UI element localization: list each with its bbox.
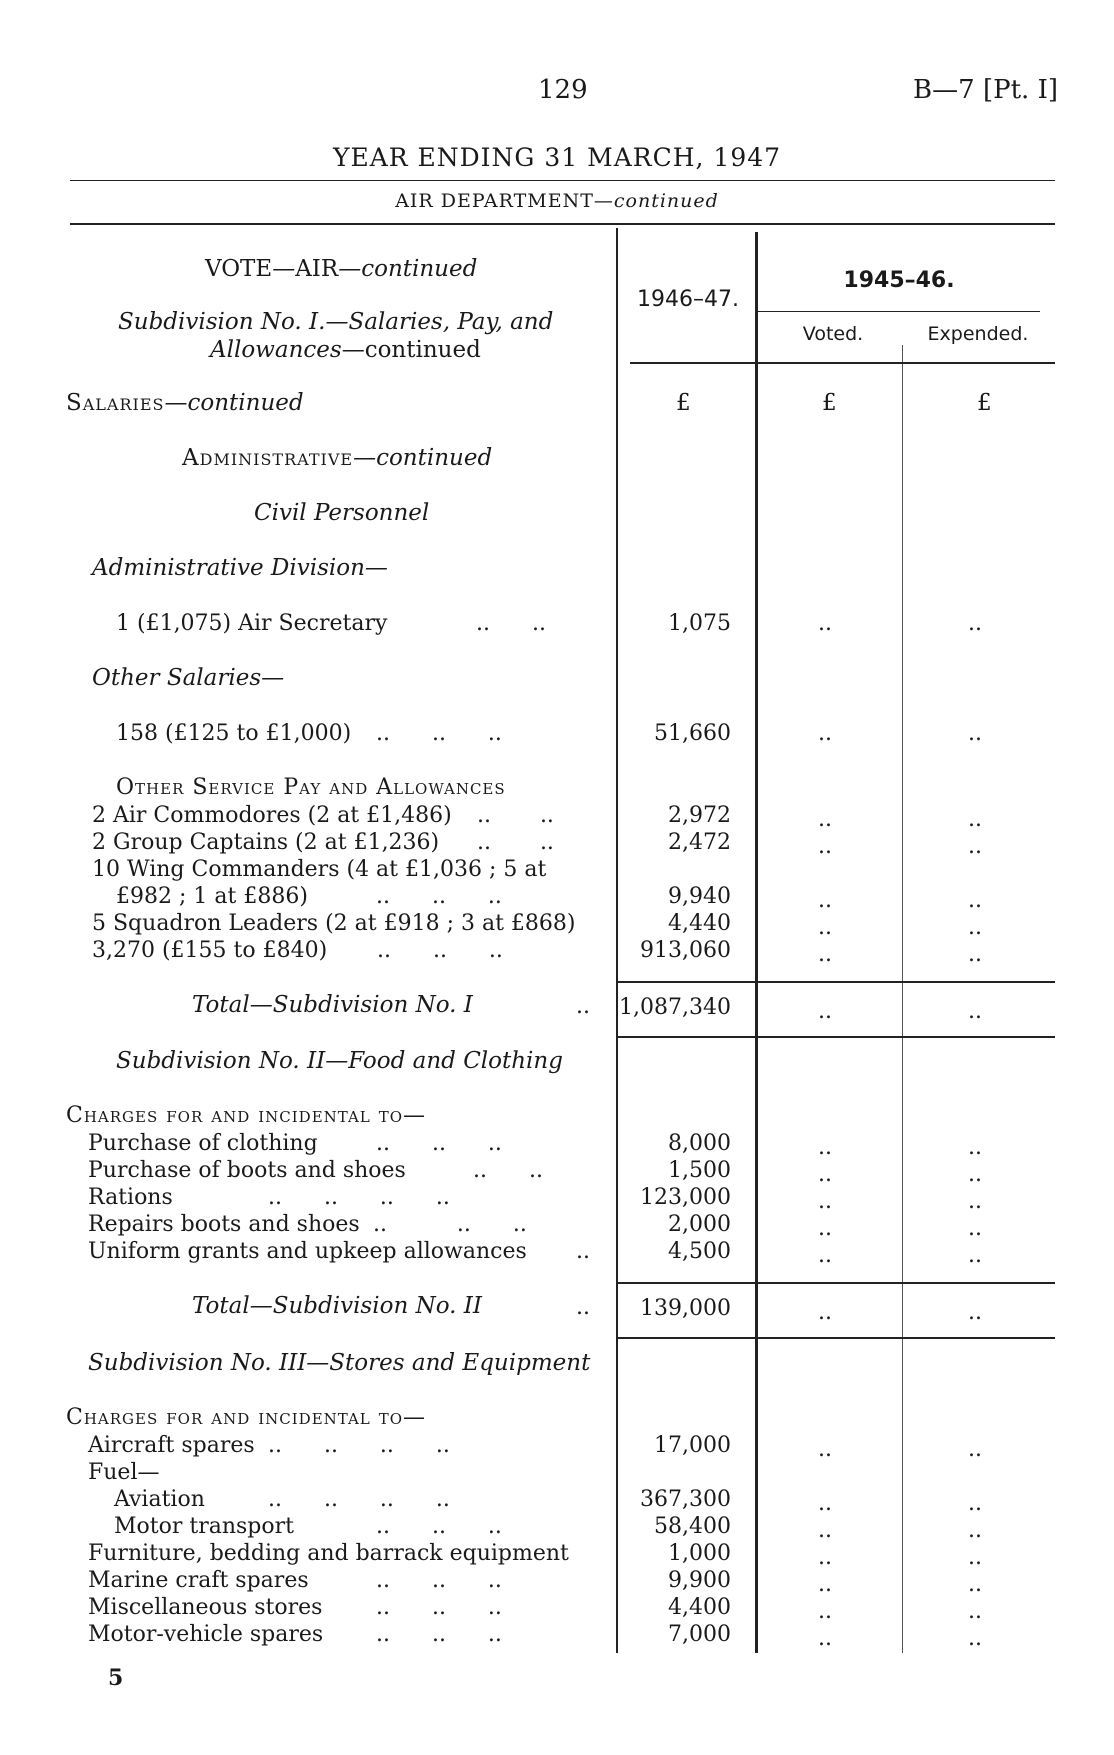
amount-1946: 2,000 [668, 1212, 731, 1237]
amount-1946: 913,060 [640, 938, 731, 963]
table-row [92, 829, 612, 857]
amount-voted: .. [818, 834, 832, 859]
row-description: Repairs boots and shoes [88, 1212, 360, 1237]
salaries-suffix: —continued [164, 390, 304, 416]
leader-dots: .. .. .. [376, 1568, 502, 1593]
header-rule-1945 [758, 311, 1040, 312]
other-salaries-heading: Other Salaries— [92, 665, 285, 691]
amount-expended: .. [968, 915, 982, 940]
subdivision-2-heading: Subdivision No. II—Food and Clothing [116, 1048, 563, 1074]
leader-dots: .. .. .. [376, 1514, 502, 1539]
leader-dots: .. .. [476, 611, 546, 636]
other-service-heading: Other Service Pay and Allowances [116, 775, 506, 800]
amount-expended: .. [968, 942, 982, 967]
amount-expended: .. [968, 1162, 982, 1187]
page-number: 129 [538, 75, 588, 105]
amount-expended: .. [968, 1189, 982, 1214]
table-row [116, 610, 616, 638]
amount-expended: .. [968, 1216, 982, 1241]
amount-expended: .. [968, 888, 982, 913]
table-row [88, 1211, 612, 1239]
total-1-expended: .. [968, 999, 982, 1024]
leader-dots: .. .. .. .. [268, 1487, 450, 1512]
table-row [88, 1621, 612, 1649]
title-rule [70, 180, 1055, 181]
table-row [114, 1486, 612, 1514]
total-1-bottom-rule [618, 1036, 1055, 1038]
column-header-voted: Voted. [802, 323, 864, 345]
amount-1946: 1,075 [668, 611, 731, 636]
amount-voted: .. [818, 1572, 832, 1597]
table-row [88, 1459, 612, 1487]
column-header-1946: 1946–47. [637, 287, 739, 312]
page-title: YEAR ENDING 31 MARCH, 1947 [332, 143, 782, 172]
leader-dots: .. .. .. [376, 1595, 502, 1620]
row-description: 1 (£1,075) Air Secretary [116, 611, 388, 636]
total-subdivision-2-label: Total—Subdivision No. II [192, 1293, 482, 1319]
row-description: Aviation [114, 1487, 205, 1512]
column-header-expended: Expended. [927, 323, 1029, 345]
total-2-amount-1946: 139,000 [640, 1296, 731, 1321]
amount-expended: .. [968, 721, 982, 746]
row-description: Uniform grants and upkeep allowances [88, 1239, 527, 1264]
row-description: 5 Squadron Leaders (2 at £918 ; 3 at £868) [92, 911, 576, 936]
table-row [88, 1130, 612, 1158]
amount-expended: .. [968, 1626, 982, 1651]
amount-expended: .. [968, 611, 982, 636]
vote-label: VOTE—AIR [205, 256, 339, 282]
row-description: Motor transport [114, 1514, 294, 1539]
department-name: AIR DEPARTMENT [395, 190, 594, 212]
amount-voted: .. [818, 1599, 832, 1624]
amount-1946: 17,000 [654, 1433, 731, 1458]
amount-voted: .. [818, 611, 832, 636]
row-description: Furniture, bedding and barrack equipment [88, 1541, 569, 1566]
table-row [88, 1540, 612, 1568]
row-description: Marine craft spares [88, 1568, 309, 1593]
administrative-suffix: —continued [353, 445, 493, 471]
admin-division-heading: Administrative Division— [92, 555, 388, 581]
fuel-heading: Fuel— [88, 1460, 160, 1485]
amount-1946: 1,000 [668, 1541, 731, 1566]
total-1-amount-1946: 1,087,340 [619, 995, 731, 1020]
row-description: Rations [88, 1185, 173, 1210]
total-2-bottom-rule [618, 1337, 1055, 1339]
subdivision-heading-line1: Subdivision No. I.—Salaries, Pay, and [118, 309, 554, 335]
administrative-label: Administrative [182, 445, 354, 471]
column-rule-1 [616, 228, 618, 1653]
leader-dots: .. .. .. [376, 1131, 502, 1156]
subdivision-heading-line2 [210, 337, 481, 363]
table-row [116, 883, 616, 911]
amount-voted: .. [818, 1189, 832, 1214]
amount-voted: .. [818, 1162, 832, 1187]
amount-voted: .. [818, 1437, 832, 1462]
table-row [88, 1432, 612, 1460]
leader-dots: .. .. .. .. [268, 1185, 450, 1210]
leader-dots: .. .. .. [376, 884, 502, 909]
row-description: £982 ; 1 at £886) [116, 884, 308, 909]
amount-1946: 367,300 [640, 1487, 731, 1512]
amount-1946: 51,660 [654, 721, 731, 746]
amount-expended: .. [968, 1599, 982, 1624]
table-row [92, 937, 612, 965]
table-row [116, 720, 616, 748]
total-subdivision-1-label: Total—Subdivision No. I [192, 992, 473, 1018]
column-rule-3 [902, 345, 903, 1653]
subdivision-3-heading: Subdivision No. III—Stores and Equipment [88, 1350, 591, 1376]
leader-dots: .. [576, 1239, 590, 1264]
amount-expended: .. [968, 807, 982, 832]
row-description: 3,270 (£155 to £840) [92, 938, 328, 963]
leader-dots: .. [576, 1295, 590, 1320]
amount-voted: .. [818, 1135, 832, 1160]
leader-dots: .. .. [477, 830, 554, 855]
amount-1946: 1,500 [668, 1158, 731, 1183]
table-row [92, 910, 612, 938]
amount-expended: .. [968, 1437, 982, 1462]
department-rule [70, 223, 1055, 225]
amount-1946: 123,000 [640, 1185, 731, 1210]
amount-voted: .. [818, 807, 832, 832]
amount-voted: .. [818, 1491, 832, 1516]
amount-1946: 4,400 [668, 1595, 731, 1620]
table-row [88, 1157, 612, 1185]
table-row [92, 856, 612, 884]
amount-voted: .. [818, 721, 832, 746]
pound-sign-voted: £ [822, 390, 837, 416]
department-suffix: —continued [593, 190, 719, 212]
amount-1946: 4,440 [668, 911, 731, 936]
amount-expended: .. [968, 1545, 982, 1570]
amount-voted: .. [818, 1216, 832, 1241]
row-description: Motor-vehicle spares [88, 1622, 324, 1647]
row-description: 10 Wing Commanders (4 at £1,036 ; 5 at [92, 857, 547, 882]
total-1-top-rule [618, 981, 1055, 983]
amount-1946: 9,940 [668, 884, 731, 909]
pound-sign-expended: £ [977, 390, 992, 416]
amount-expended: .. [968, 1491, 982, 1516]
row-description: Purchase of boots and shoes [88, 1158, 406, 1183]
amount-voted: .. [818, 1545, 832, 1570]
amount-1946: 2,972 [668, 803, 731, 828]
footer-page-number: 5 [108, 1665, 124, 1691]
leader-dots: .. [576, 994, 590, 1019]
row-description: 158 (£125 to £1,000) [116, 721, 352, 746]
vote-suffix: —continued [338, 256, 478, 282]
row-description: Purchase of clothing [88, 1131, 318, 1156]
salaries-label: Salaries [66, 390, 165, 416]
amount-expended: .. [968, 1572, 982, 1597]
row-description: Miscellaneous stores [88, 1595, 323, 1620]
amount-expended: .. [968, 1243, 982, 1268]
table-row [88, 1184, 612, 1212]
amount-voted: .. [818, 888, 832, 913]
amount-expended: .. [968, 1135, 982, 1160]
table-row [88, 1594, 612, 1622]
civil-personnel-heading: Civil Personnel [254, 500, 430, 526]
pound-sign-1946: £ [676, 390, 691, 416]
amount-voted: .. [818, 1626, 832, 1651]
amount-1946: 2,472 [668, 830, 731, 855]
leader-dots: .. .. [477, 803, 554, 828]
amount-1946: 8,000 [668, 1131, 731, 1156]
amount-expended: .. [968, 1518, 982, 1543]
total-2-voted: .. [818, 1300, 832, 1325]
total-2-expended: .. [968, 1300, 982, 1325]
leader-dots: .. .. .. [376, 1622, 502, 1647]
administrative-heading [182, 445, 492, 471]
table-row [92, 802, 612, 830]
amount-voted: .. [818, 1243, 832, 1268]
charges-heading-2: Charges for and incidental to— [66, 1405, 427, 1430]
row-description: 2 Group Captains (2 at £1,236) [92, 830, 440, 855]
amount-expended: .. [968, 834, 982, 859]
amount-voted: .. [818, 915, 832, 940]
leader-dots: .. .. [473, 1158, 543, 1183]
total-2-top-rule [618, 1282, 1055, 1284]
department-heading [0, 190, 1114, 212]
amount-voted: .. [818, 1518, 832, 1543]
leader-dots: .. .. .. [376, 721, 502, 746]
amount-1946: 9,900 [668, 1568, 731, 1593]
table-row [114, 1513, 612, 1541]
leader-dots: .. .. .. .. [268, 1433, 450, 1458]
header-rule-bottom [630, 362, 1055, 364]
charges-heading-1: Charges for and incidental to— [66, 1103, 427, 1128]
leader-dots: .. .. .. [377, 938, 503, 963]
column-header-1945: 1945–46. [843, 268, 955, 293]
subdivision-line2-suffix: —continued [341, 337, 481, 363]
total-1-voted: .. [818, 999, 832, 1024]
amount-1946: 58,400 [654, 1514, 731, 1539]
column-rule-2 [755, 232, 758, 1653]
vote-heading [205, 256, 477, 282]
table-row [88, 1238, 612, 1266]
page-reference: B—7 [Pt. I] [913, 75, 1058, 105]
subdivision-line2-label: Allowances [210, 337, 342, 363]
leader-dots: .. .. .. [373, 1212, 527, 1237]
amount-1946: 7,000 [668, 1622, 731, 1647]
amount-1946: 4,500 [668, 1239, 731, 1264]
salaries-heading [66, 390, 304, 416]
row-description: Aircraft spares [88, 1433, 255, 1458]
amount-voted: .. [818, 942, 832, 967]
table-row [88, 1567, 612, 1595]
row-description: 2 Air Commodores (2 at £1,486) [92, 803, 452, 828]
